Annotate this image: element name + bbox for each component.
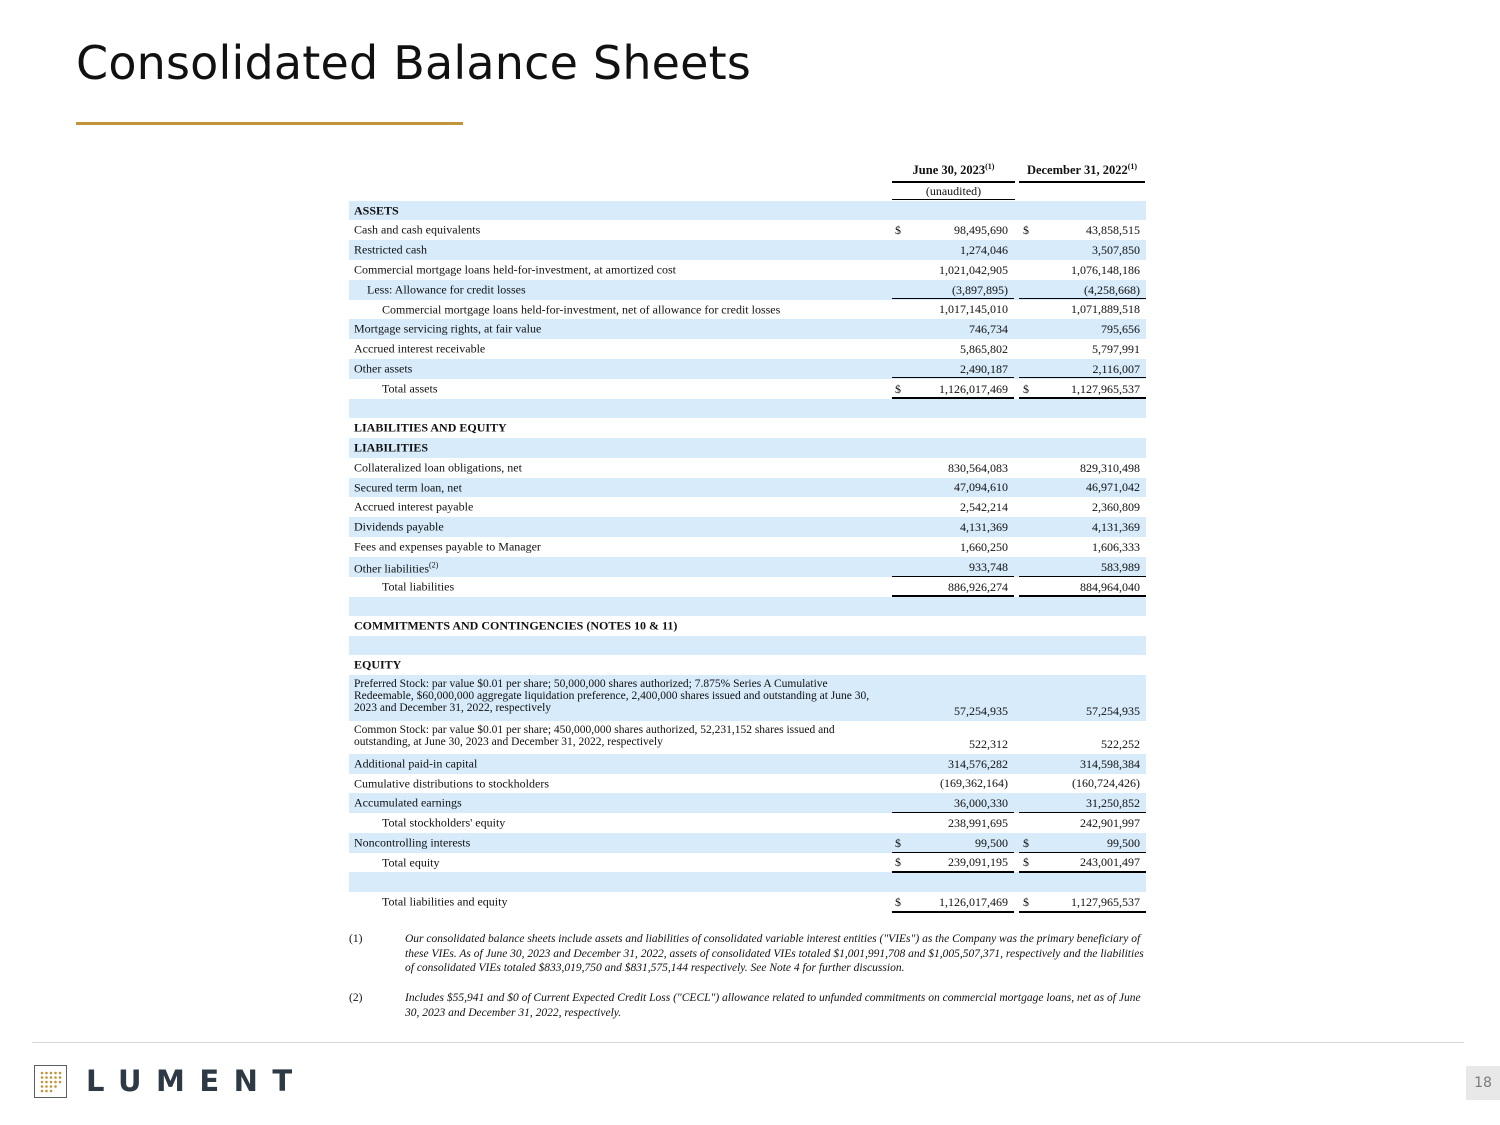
subtotal-rule	[1019, 298, 1146, 299]
table-row: Collateralized loan obligations, net 830,564,083 829,310,498	[354, 460, 1140, 475]
column-header-rule	[1019, 181, 1145, 183]
footnote-2: (2) Includes $55,941 and $0 of Current Expected Credit Loss ("CECL") allowance related to unfunded commitments on commercial mortgage loans, net as of June 30, 2023 and December 31, 2022, respectively.	[349, 992, 1141, 1019]
footer-divider	[32, 1042, 1464, 1043]
table-row: Cumulative distributions to stockholders (169,362,164) (160,724,426)	[354, 776, 1140, 790]
table-row: Common Stock: par value $0.01 per share; 450,000,000 shares authorized, 52,231,152 shares issued and outstanding, at June 30, 2023 and December 31, 2022, respectively 522,312 522,252	[354, 724, 1140, 751]
table-row: Noncontrolling interests $ 99,500 $ 99,500	[349, 833, 1146, 853]
total-rule	[1019, 871, 1146, 873]
page-title: Consolidated Balance Sheets	[76, 36, 752, 90]
spacer-row	[349, 399, 1146, 418]
table-row: Less: Allowance for credit losses (3,897,895) (4,258,668)	[349, 280, 1146, 300]
subtotal-rule	[892, 298, 1014, 299]
subtotal-rule	[892, 852, 1014, 853]
table-row: Accrued interest payable 2,542,214 2,360,809	[354, 499, 1140, 514]
total-rule	[892, 871, 1014, 873]
section-header-equity: EQUITY	[354, 657, 402, 672]
spacer-row	[349, 872, 1146, 892]
table-row-total: Total assets $ 1,126,017,469 $ 1,127,965,537	[382, 381, 1140, 396]
table-row-total: Total stockholders' equity 238,991,695 242,901,997	[382, 815, 1140, 830]
table-row: Commercial mortgage loans held-for-investment, net of allowance for credit losses 1,017,145,010 1,071,889,518	[382, 302, 1140, 316]
section-header-liabilities-equity: LIABILITIES AND EQUITY	[354, 420, 507, 435]
subtotal-rule	[892, 812, 1014, 813]
total-double-rule	[1019, 397, 1146, 399]
total-rule	[1019, 595, 1146, 597]
section-header-liabilities: LIABILITIES	[349, 438, 1146, 458]
footnote-1: (1) Our consolidated balance sheets include assets and liabilities of consolidated variable interest entities ("VIEs") as the Company was the primary beneficiary of these VIEs. As of June 30, 2023 and December 31, 2022, assets of consolidated VIEs totaled $1,001,991,708 and $1,005,507,371, respectively and the liabilities of consolidated VIEs totaled $833,019,750 and $831,575,144 respectively. See Note 4 for further discussion.	[349, 933, 1144, 974]
subtotal-rule	[1019, 852, 1146, 853]
section-header-commitments: COMMITMENTS AND CONTINGENCIES (NOTES 10 & 11)	[354, 618, 678, 633]
subtotal-rule	[1019, 377, 1146, 378]
total-double-rule	[892, 397, 1014, 399]
unaudited-label: (unaudited)	[925, 184, 982, 198]
total-rule	[892, 595, 1014, 597]
table-row: Commercial mortgage loans held-for-investment, at amortized cost 1,021,042,905 1,076,148,186	[354, 262, 1140, 277]
table-row: Fees and expenses payable to Manager 1,660,250 1,606,333	[354, 539, 1140, 554]
spacer-row	[349, 636, 1146, 655]
subtotal-rule	[892, 377, 1014, 378]
subtotal-rule	[1019, 812, 1146, 813]
table-row: Other assets 2,490,187 2,116,007	[349, 359, 1146, 379]
table-row: Accrued interest receivable 5,865,802 5,797,991	[354, 341, 1140, 356]
lument-logo-icon	[34, 1065, 67, 1098]
page-number: 18	[1466, 1066, 1500, 1100]
column-header-rule	[892, 181, 1015, 183]
table-row: Secured term loan, net 47,094,610 46,971,042	[349, 478, 1146, 497]
table-row: Preferred Stock: par value $0.01 per share; 50,000,000 shares authorized; 7.875% Series A Cumulative Redeemable, $60,000,000 aggregate liquidation preference, 2,400,000 shares issued and outstanding at June 30, 2023 and December 31, 2022, respectively 57,254,935 57,254,935	[349, 675, 1146, 721]
title-underline	[76, 122, 463, 125]
column-header-december-2022: December 31, 2022$^{(1)}$	[1026, 162, 1138, 178]
lument-wordmark: LUMENT	[86, 1064, 307, 1098]
spacer-row	[349, 597, 1146, 616]
unaudited-rule	[892, 199, 1015, 200]
table-row-total: Total equity $ 239,091,195 $ 243,001,497	[382, 855, 1140, 869]
total-double-rule	[1019, 911, 1146, 913]
total-double-rule	[892, 911, 1014, 913]
table-row-total: Total liabilities 886,926,274 884,964,040	[382, 579, 1140, 594]
subtotal-rule	[892, 576, 1014, 577]
table-row: Accumulated earnings 36,000,330 31,250,852	[349, 793, 1146, 813]
table-row: Restricted cash 1,274,046 3,507,850	[349, 240, 1146, 260]
section-header-assets: ASSETS	[349, 201, 1146, 220]
table-row: Other liabilities$^{(2)}$ 933,748 583,989	[349, 557, 1146, 577]
column-header-june-2023: June 30, 2023$^{(1)}$	[912, 162, 995, 178]
table-row-grand-total: Total liabilities and equity $ 1,126,017,469 $ 1,127,965,537	[382, 894, 1140, 909]
table-row: Additional paid-in capital 314,576,282 314,598,384	[349, 754, 1146, 774]
subtotal-rule	[1019, 576, 1146, 577]
table-row: Mortgage servicing rights, at fair value 746,734 795,656	[349, 319, 1146, 339]
table-row: Dividends payable 4,131,369 4,131,369	[349, 517, 1146, 537]
table-row: Cash and cash equivalents $ 98,495,690 $ 43,858,515	[354, 222, 1140, 237]
